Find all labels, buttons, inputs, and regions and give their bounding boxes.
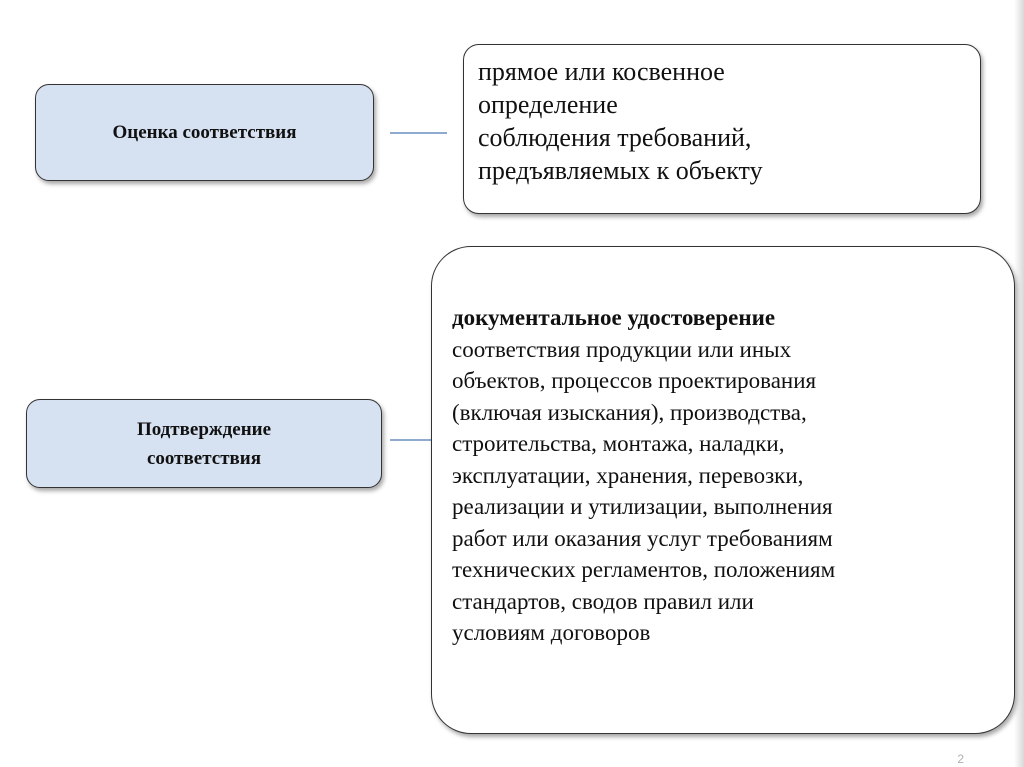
definition-box-conformity-assessment bbox=[463, 44, 981, 214]
connector-line-assessment bbox=[390, 132, 447, 134]
slide-number: 2 bbox=[957, 752, 964, 766]
term-line: соответствия bbox=[146, 447, 262, 469]
term-label-conformity-confirmation bbox=[137, 415, 271, 473]
definition-line: технических регламентов, положениям bbox=[452, 557, 836, 582]
definition-line: соответствия продукции или иных bbox=[452, 336, 792, 362]
definition-line: (включая изыскания), производства, bbox=[452, 399, 807, 425]
definition-line: объектов, процессов проектирования bbox=[452, 368, 817, 393]
definition-line: работ или оказания услуг требованиям bbox=[452, 525, 833, 551]
definition-line: условиям договоров bbox=[452, 620, 651, 645]
definition-line: предъявляемых к объекту bbox=[478, 156, 763, 185]
slide-edge-shadow bbox=[1014, 0, 1024, 767]
term-box-conformity-confirmation bbox=[26, 399, 382, 488]
term-label-conformity-assessment bbox=[112, 118, 296, 147]
definition-line: стандартов, сводов правил или bbox=[452, 588, 754, 614]
definition-bold-lead: документальное удостоверение bbox=[452, 305, 776, 330]
definition-line: реализации и утилизации, выполнения bbox=[452, 494, 833, 519]
term-box-conformity-assessment bbox=[35, 84, 374, 181]
definition-line: строительства, монтажа, наладки, bbox=[452, 431, 785, 456]
definition-line: определение bbox=[478, 90, 618, 119]
definition-line: прямое или косвенное bbox=[478, 57, 725, 86]
term-line: Подтверждение bbox=[136, 418, 272, 440]
term-line: Оценка соответствия bbox=[112, 122, 297, 143]
definition-line: соблюдения требований, bbox=[478, 123, 752, 152]
definition-box-conformity-confirmation bbox=[431, 246, 1015, 734]
definition-line: эксплуатации, хранения, перевозки, bbox=[452, 462, 804, 488]
